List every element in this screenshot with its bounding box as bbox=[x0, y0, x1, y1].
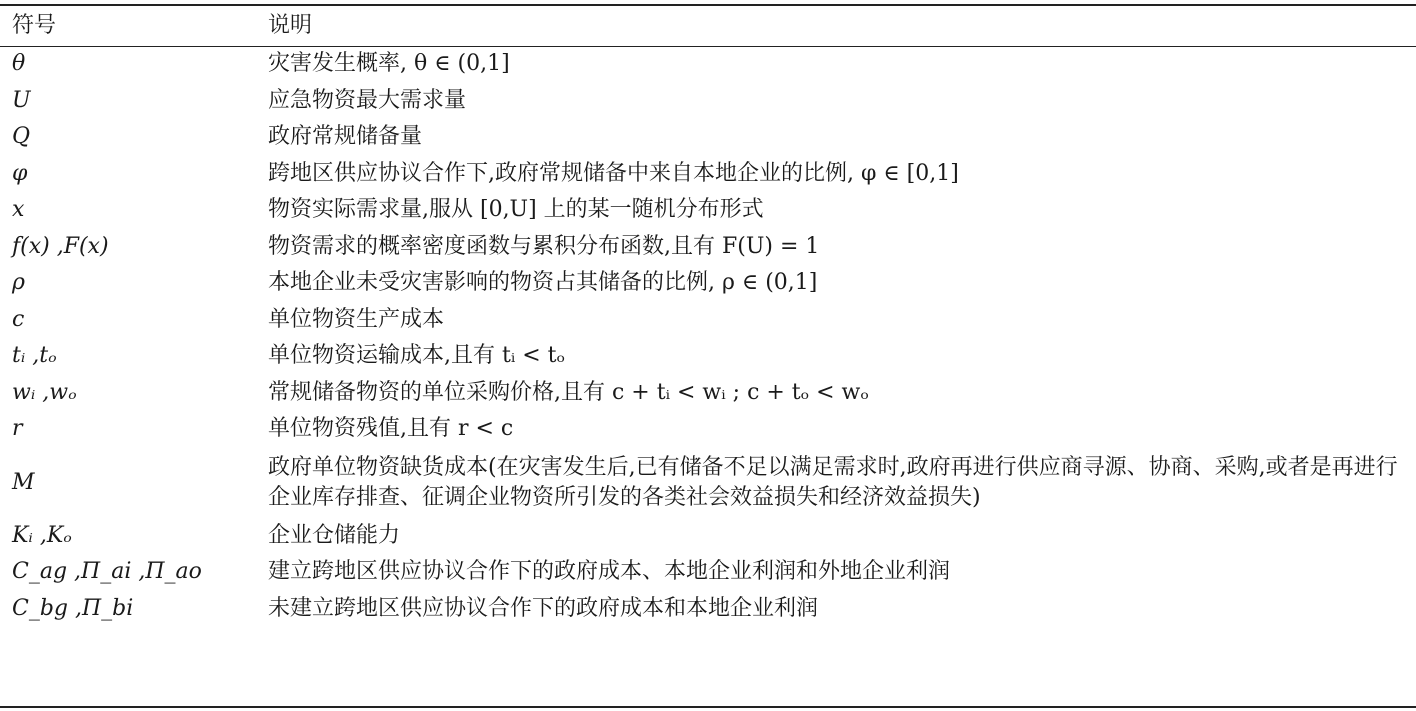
table-row bbox=[0, 448, 1416, 518]
row-description: 跨地区供应协议合作下,政府常规储备中来自本地企业的比例, φ ∈ [0,1] bbox=[268, 160, 959, 186]
row-description: 物资需求的概率密度函数与累积分布函数,且有 F(U) = 1 bbox=[268, 233, 820, 259]
table-row bbox=[0, 375, 1416, 412]
row-description: 常规储备物资的单位采购价格,且有 c + tᵢ < wᵢ ; c + tₒ < wₒ bbox=[268, 379, 869, 405]
table-row bbox=[0, 338, 1416, 375]
table-row bbox=[0, 591, 1416, 628]
row-description: 灾害发生概率, θ ∈ (0,1] bbox=[268, 51, 510, 77]
table-row bbox=[0, 192, 1416, 229]
row-description: 政府单位物资缺货成本(在灾害发生后,已有储备不足以满足需求时,政府再进行供应商寻源、协商、采购,或者是再进行企业库存排查、征调企业物资所引发的各类社会效益损失和经济效益损失) bbox=[268, 454, 1398, 510]
row-description: 本地企业未受灾害影响的物资占其储备的比例, ρ ∈ (0,1] bbox=[268, 270, 818, 296]
row-description: 建立跨地区供应协议合作下的政府成本、本地企业利润和外地企业利润 bbox=[268, 559, 951, 585]
row-symbol: f(x) ,F(x) bbox=[12, 233, 109, 259]
row-symbol: Kᵢ ,Kₒ bbox=[12, 522, 72, 548]
table-header-row bbox=[0, 6, 1416, 46]
table-row bbox=[0, 518, 1416, 555]
row-description: 政府常规储备量 bbox=[268, 124, 423, 150]
row-description: 企业仓储能力 bbox=[268, 522, 401, 548]
table-row bbox=[0, 554, 1416, 591]
row-symbol: wᵢ ,wₒ bbox=[12, 379, 77, 405]
row-symbol: Q bbox=[12, 124, 31, 150]
symbol-table bbox=[0, 6, 1416, 627]
row-description: 未建立跨地区供应协议合作下的政府成本和本地企业利润 bbox=[268, 595, 819, 621]
table-row bbox=[0, 119, 1416, 156]
header-symbol: 符号 bbox=[12, 13, 57, 38]
table-row bbox=[0, 411, 1416, 448]
row-symbol: M bbox=[12, 469, 35, 495]
row-symbol: tᵢ ,tₒ bbox=[12, 343, 57, 369]
table-row bbox=[0, 229, 1416, 266]
header-description: 说明 bbox=[268, 13, 313, 38]
table-row bbox=[0, 265, 1416, 302]
table-row bbox=[0, 46, 1416, 83]
row-symbol: x bbox=[12, 197, 25, 223]
table-row bbox=[0, 156, 1416, 193]
row-symbol: φ bbox=[12, 160, 28, 186]
table-row bbox=[0, 302, 1416, 339]
row-symbol: θ bbox=[12, 51, 26, 77]
row-symbol: c bbox=[12, 306, 25, 332]
row-description: 单位物资运输成本,且有 tᵢ < tₒ bbox=[268, 343, 565, 369]
row-description: 应急物资最大需求量 bbox=[268, 87, 467, 113]
row-symbol: r bbox=[12, 416, 23, 442]
table-row bbox=[0, 83, 1416, 120]
row-symbol: C_ag ,Π_ai ,Π_ao bbox=[12, 559, 202, 585]
row-symbol: ρ bbox=[12, 270, 25, 296]
row-description: 单位物资残值,且有 r < c bbox=[268, 416, 514, 442]
table-bottom-rule bbox=[0, 706, 1416, 708]
row-symbol: U bbox=[12, 87, 31, 113]
row-symbol: C_bg ,Π_bi bbox=[12, 595, 134, 621]
row-description: 单位物资生产成本 bbox=[268, 306, 445, 332]
row-description: 物资实际需求量,服从 [0,U] 上的某一随机分布形式 bbox=[268, 197, 764, 223]
